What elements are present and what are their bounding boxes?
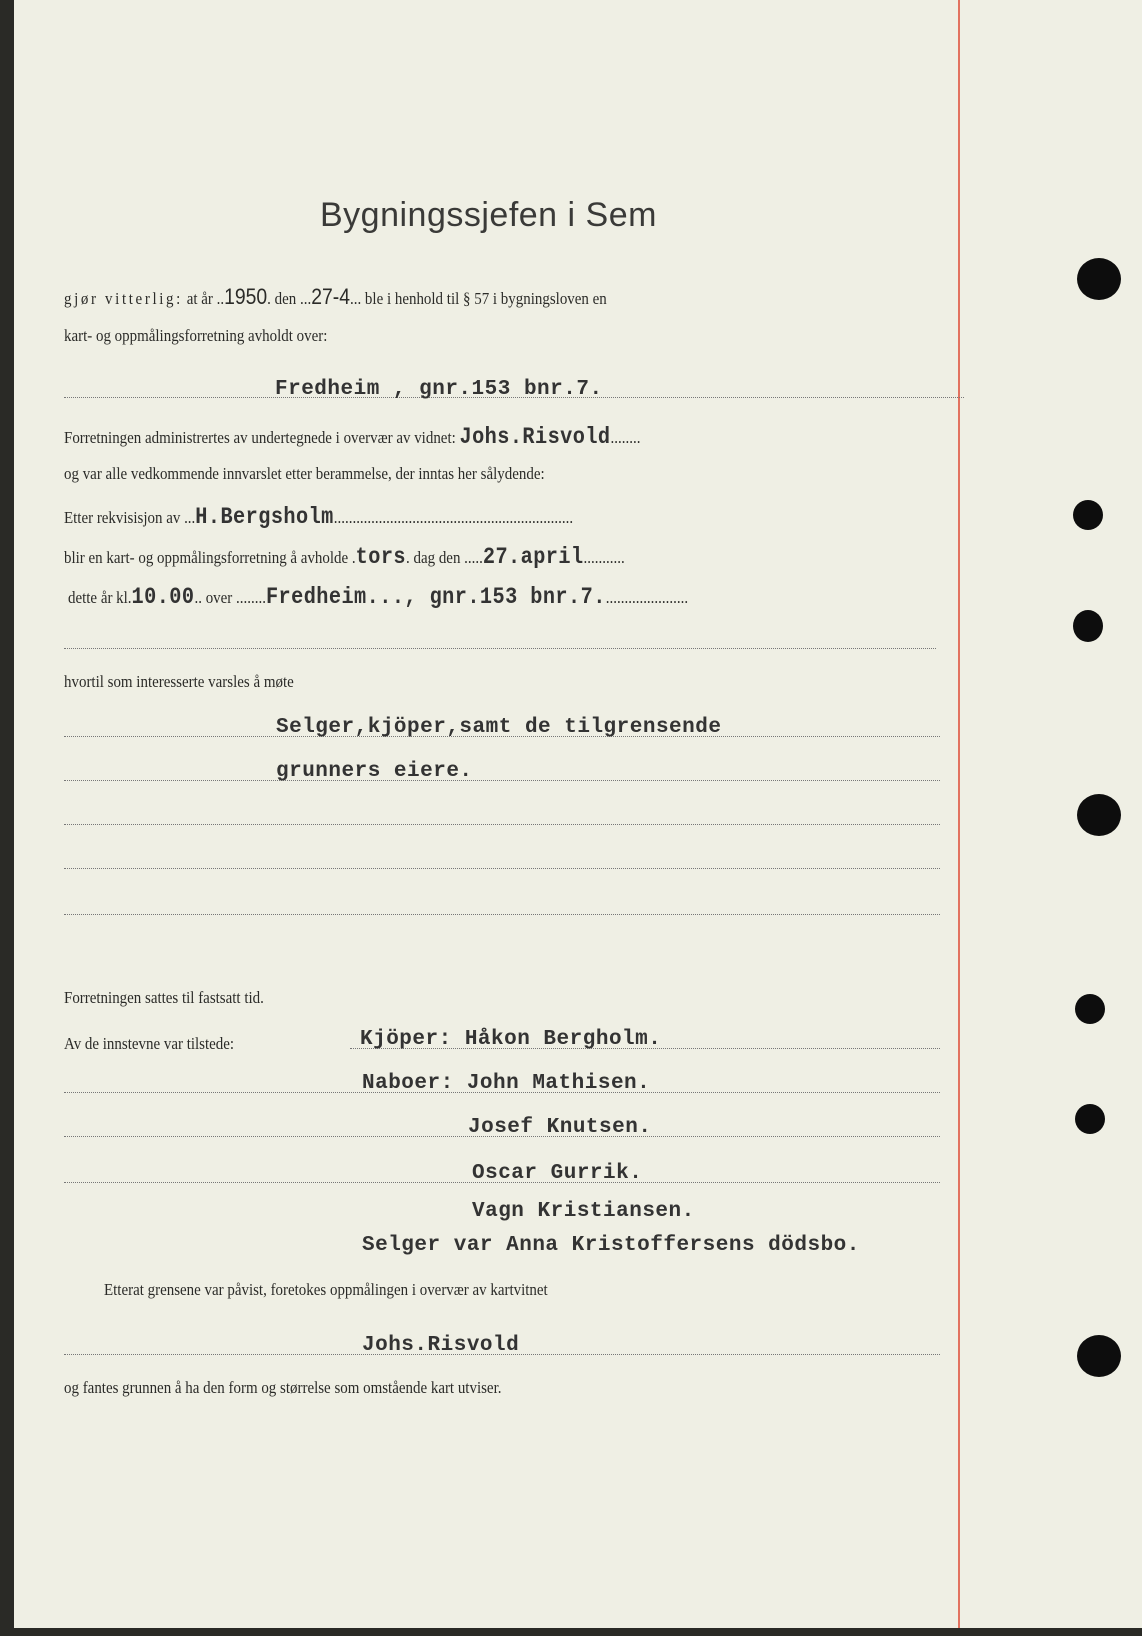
dots: ........ [610,428,641,447]
year-label: at år .. [186,289,225,308]
line-declaration [64,284,607,310]
line-closing: og fantes grunnen å ha den form og størrelse som omstående kart utviser. [64,1378,502,1397]
line-time [68,584,688,610]
punch-hole [1077,1335,1121,1377]
line-requisition [64,504,573,530]
page-title: Bygningssjefen i Sem [320,196,657,234]
administered-label: Forretningen administrertes av undertegnede i overvær av vidnet: [64,428,456,447]
attendee-line: Vagn Kristiansen. [472,1200,695,1223]
requisition-label: Etter rekvisisjon av ... [64,508,196,527]
attendee-line: Selger var Anna Kristoffersens dödsbo. [362,1234,860,1257]
requisitioner-value: H.Bergsholm [195,504,334,530]
witness-value: Johs.Risvold [459,424,611,450]
line-scheduled [64,544,625,570]
scheduled-label: blir en kart- og oppmålingsforretning å avholde . [64,548,356,567]
time-value: 10.00 [131,584,195,610]
date-value: 27-4 [311,284,350,309]
attendee-line: Kjöper: Håkon Bergholm. [360,1028,662,1051]
dots: ........... [583,548,625,567]
punch-hole [1077,794,1121,836]
line-administered [64,424,640,450]
invitee-line: Selger,kjöper,samt de tilgrensende [276,716,722,739]
line-held: Forretningen sattes til fastsatt tid. [64,988,264,1007]
over-label: .. over ........ [194,588,266,607]
punch-hole [1077,258,1121,300]
line-notified: og var alle vedkommende innvarslet etter berammelse, der inntas her sålydende: [64,464,545,483]
year-value: 1950 [224,284,268,309]
punch-hole [1073,500,1103,530]
dotted-line [64,824,940,825]
line-survey: Etterat grensene var påvist, foretokes oppmålingen i overvær av kartvitnet [104,1280,548,1299]
punch-hole [1075,994,1105,1024]
dotted-line [64,648,936,649]
property-value: Fredheim , gnr.153 bnr.7. [275,378,603,401]
dots: ................................................................ [333,508,574,527]
map-witness-value: Johs.Risvold [362,1334,520,1357]
date-label: . dag den ..... [406,548,483,567]
attendee-line: Oscar Gurrik. [472,1162,643,1185]
attendee-line: Josef Knutsen. [468,1116,652,1139]
place-value: Fredheim..., gnr.153 bnr.7. [265,584,606,610]
dotted-line [64,914,940,915]
day-value: tors [355,544,407,570]
dotted-line [64,868,940,869]
declaration-prefix: gjør vitterlig: [64,289,183,308]
margin-line [958,0,960,1628]
dotted-line [64,780,940,781]
time-label: dette år kl. [68,588,132,607]
scheduled-date-value: 27.april [482,544,584,570]
present-label: Av de innstevne var tilstede: [64,1034,235,1053]
attendee-line: Naboer: John Mathisen. [362,1072,651,1095]
invitee-line: grunners eiere. [276,760,473,783]
punch-hole [1073,610,1103,642]
line-invite: hvortil som interesserte varsles å møte [64,672,294,691]
date-label: . den ... [267,289,312,308]
punch-hole [1075,1104,1105,1134]
declaration-rest: ... ble i henhold til § 57 i bygningsloven en [349,289,607,308]
line-survey-held: kart- og oppmålingsforretning avholdt over: [64,326,328,345]
dots: ...................... [605,588,689,607]
